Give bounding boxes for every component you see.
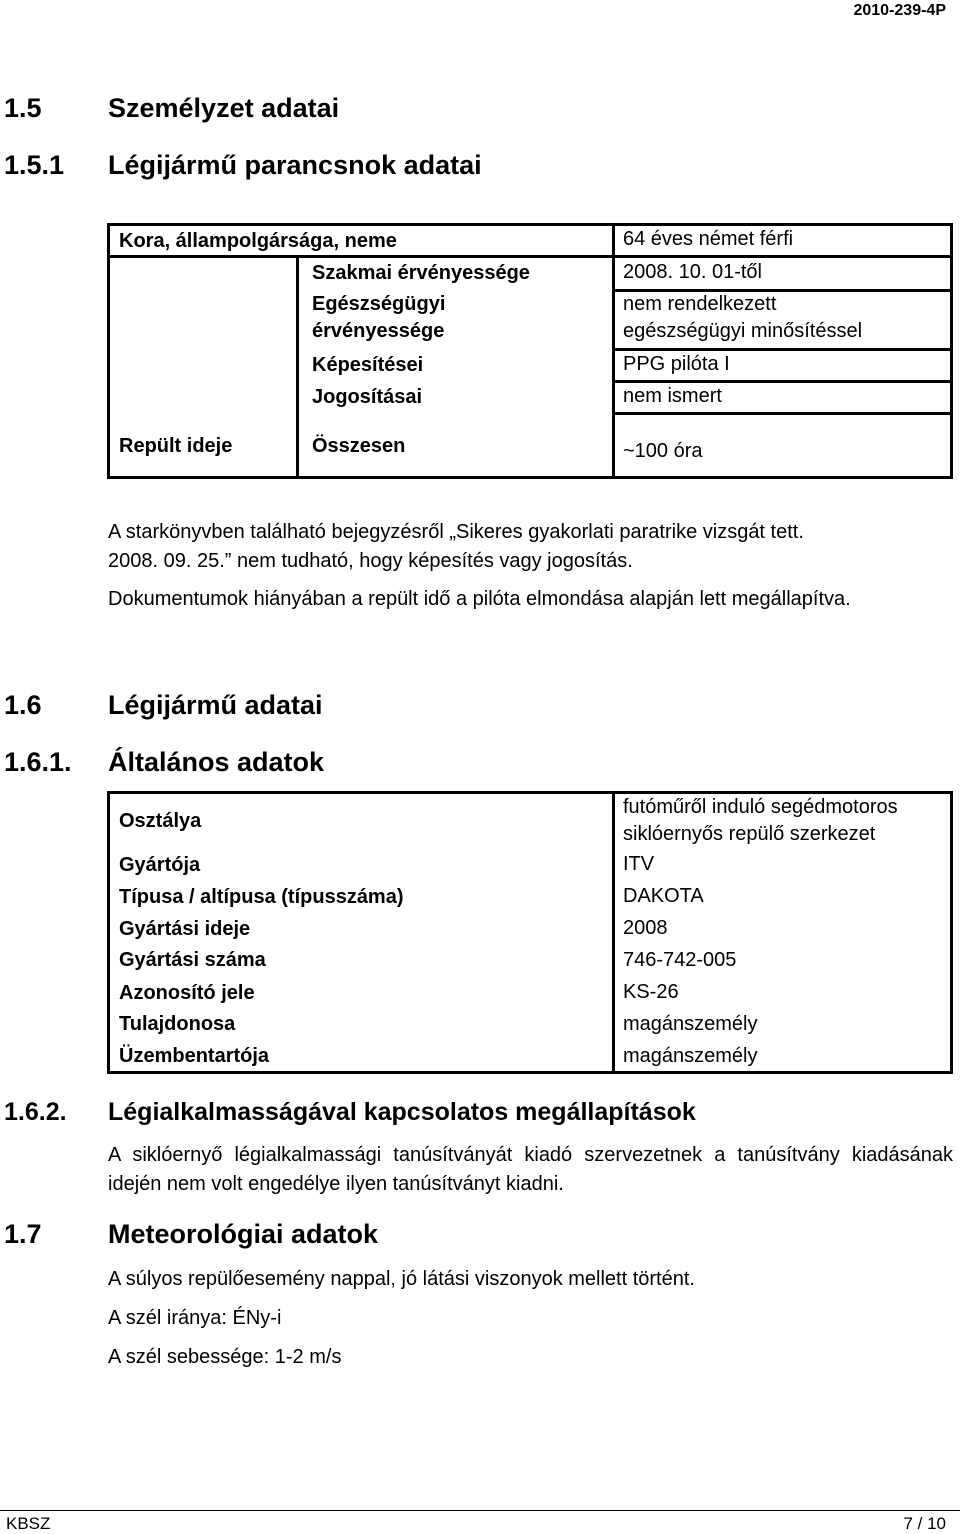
qualification-label: Képesítései bbox=[312, 354, 424, 376]
class-value-line: futóműről induló segédmotoros bbox=[623, 796, 898, 818]
section-title: Meteorológiai adatok bbox=[108, 1219, 379, 1249]
section-heading-1-5 bbox=[4, 93, 339, 124]
section-title: Légijármű parancsnok adatai bbox=[108, 150, 482, 180]
crew-table-rule bbox=[612, 412, 953, 415]
class-label: Osztálya bbox=[119, 810, 202, 832]
manufacturer-label: Gyártója bbox=[119, 854, 201, 876]
general-table-divider bbox=[612, 791, 615, 1074]
document-id: 2010-239-4P bbox=[853, 2, 946, 19]
owner-label: Tulajdonosa bbox=[119, 1013, 236, 1035]
section-number: 1.6 bbox=[4, 690, 42, 720]
medical-validity-label-line: Egészségügyi bbox=[312, 293, 446, 315]
manufacture-date-label: Gyártási ideje bbox=[119, 918, 251, 940]
operator-value: magánszemély bbox=[623, 1045, 758, 1067]
flight-time-label: Repült ideje bbox=[119, 435, 233, 457]
age-value: 64 éves német férfi bbox=[623, 228, 794, 250]
section-heading-1-7 bbox=[4, 1219, 378, 1250]
license-label: Jogosításai bbox=[312, 386, 423, 408]
serial-number-value: 746-742-005 bbox=[623, 949, 737, 971]
crew-table-divider bbox=[296, 256, 299, 478]
wind-direction-line: A szél iránya: ÉNy-i bbox=[108, 1307, 282, 1329]
qualification-value: PPG pilóta I bbox=[623, 353, 730, 375]
crew-note-line: 2008. 09. 25.” nem tudható, hogy képesítés vagy jogosítás. bbox=[108, 550, 633, 572]
crew-table-border bbox=[107, 223, 953, 479]
owner-value: magánszemély bbox=[623, 1013, 758, 1035]
serial-number-label: Gyártási száma bbox=[119, 949, 266, 971]
section-number: 1.5.1 bbox=[4, 150, 65, 180]
section-heading-1-5-1 bbox=[4, 150, 482, 181]
crew-note-line: A starkönyvben található bejegyzésről „Sikeres gyakorlati paratrike vizsgát tett. bbox=[108, 521, 804, 543]
registration-label: Azonosító jele bbox=[119, 982, 255, 1004]
professional-validity-label: Szakmai érvényessége bbox=[312, 262, 530, 284]
crew-table-divider bbox=[612, 223, 615, 479]
class-value-line: siklóernyős repülő szerkezet bbox=[623, 823, 876, 845]
footer-page-number: 7 / 10 bbox=[903, 1514, 946, 1533]
age-label: Kora, állampolgársága, neme bbox=[119, 230, 397, 252]
medical-validity-value bbox=[623, 291, 862, 345]
section-heading-1-6-2 bbox=[4, 1098, 696, 1127]
footer-organization: KBSZ bbox=[6, 1514, 51, 1533]
wind-speed-line: A szél sebessége: 1-2 m/s bbox=[108, 1346, 342, 1368]
crew-table-rule bbox=[107, 255, 953, 258]
section-title: Személyzet adatai bbox=[108, 93, 340, 123]
medical-validity-label bbox=[312, 291, 445, 345]
class-value bbox=[623, 794, 898, 848]
operator-label: Üzembentartója bbox=[119, 1045, 270, 1067]
crew-note-paragraph bbox=[108, 518, 953, 576]
manufacturer-value: ITV bbox=[623, 853, 655, 875]
section-number: 1.6.2. bbox=[4, 1098, 67, 1126]
medical-validity-value-line: nem rendelkezett bbox=[623, 293, 777, 315]
crew-note-paragraph-2: Dokumentumok hiányában a repült idő a pilóta elmondása alapján lett megállapítva. bbox=[108, 588, 851, 610]
manufacture-date-value: 2008 bbox=[623, 917, 668, 939]
section-heading-1-6-1 bbox=[4, 747, 324, 778]
section-number: 1.6.1. bbox=[4, 747, 72, 777]
type-value: DAKOTA bbox=[623, 885, 704, 907]
footer-rule bbox=[0, 1510, 960, 1511]
license-value: nem ismert bbox=[623, 385, 722, 407]
section-title: Légialkalmasságával kapcsolatos megállapítások bbox=[108, 1098, 696, 1126]
airworthiness-paragraph: A siklóernyő légialkalmassági tanúsítványát kiadó szervezetnek a tanúsítvány kiadásának idején nem volt engedélye ilyen tanúsítványt kiadni. bbox=[108, 1144, 953, 1195]
weather-line: A súlyos repülőesemény nappal, jó látási viszonyok mellett történt. bbox=[108, 1268, 695, 1290]
medical-validity-label-line: érvényessége bbox=[312, 320, 445, 342]
section-title: Általános adatok bbox=[108, 747, 325, 777]
section-heading-1-6 bbox=[4, 690, 323, 721]
medical-validity-value-line: egészségügyi minősítéssel bbox=[623, 320, 863, 342]
section-number: 1.5 bbox=[4, 93, 42, 123]
registration-value: KS-26 bbox=[623, 981, 679, 1003]
section-number: 1.7 bbox=[4, 1219, 42, 1249]
professional-validity-value: 2008. 10. 01-től bbox=[623, 261, 762, 283]
type-label: Típusa / altípusa (típusszáma) bbox=[119, 886, 404, 908]
section-title: Légijármű adatai bbox=[108, 690, 323, 720]
total-value: ~100 óra bbox=[623, 440, 703, 462]
total-label: Összesen bbox=[312, 435, 406, 457]
